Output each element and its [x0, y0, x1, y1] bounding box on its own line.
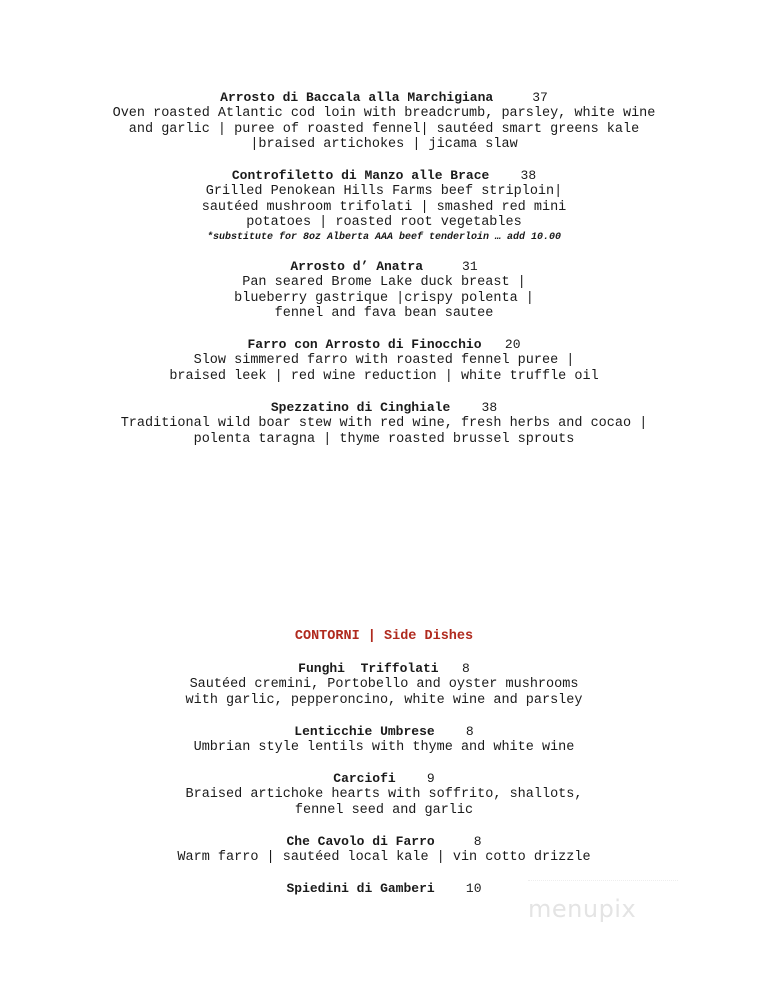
- dish-cinghiale: [0, 400, 768, 447]
- dish-price: 8: [462, 661, 470, 676]
- dish-desc-line: Braised artichoke hearts with soffrito, shallots,: [185, 787, 583, 802]
- dish-anatra: [0, 259, 768, 322]
- dish-desc-line: Warm farro | sautéed local kale | vin cotto drizzle: [177, 850, 591, 865]
- dish-name: Carciofi: [333, 771, 396, 786]
- dish-desc-line: Slow simmered farro with roasted fennel puree |: [193, 353, 575, 368]
- dish-desc-line: fennel and fava bean sautee: [274, 306, 494, 322]
- dish-substitution-note: *substitute for 8oz Alberta AAA beef tenderloin … add 10.00: [206, 232, 562, 244]
- dish-baccala: [0, 90, 768, 153]
- side-funghi: [0, 661, 768, 708]
- dish-desc-line: Umbrian style lentils with thyme and white wine: [193, 740, 575, 755]
- dish-desc-line: potatoes | roasted root vegetables: [246, 215, 522, 231]
- section-heading-contorni: CONTORNI | Side Dishes: [294, 629, 474, 644]
- dish-desc-line: sautéed mushroom trifolati | smashed red mini: [201, 199, 567, 215]
- dish-price: 31: [462, 259, 478, 274]
- dish-name: Controfiletto di Manzo alle Brace: [231, 168, 490, 183]
- dish-price: 38: [481, 400, 498, 415]
- dish-price: 20: [504, 337, 521, 352]
- dish-desc-line: polenta taragna | thyme roasted brussel sprouts: [193, 431, 575, 447]
- dish-name: Che Cavolo di Farro: [286, 834, 435, 849]
- dish-price: 10: [465, 881, 482, 896]
- dish-desc-line: Traditional wild boar stew with red wine, fresh herbs and cocao |: [120, 416, 648, 431]
- dish-price: 8: [465, 724, 474, 739]
- dish-desc-line: and garlic | puree of roasted fennel| sautéed smart greens kale: [128, 121, 640, 137]
- dish-desc-line: |braised artichokes | jicama slaw: [250, 137, 518, 153]
- watermark-logo: menupix: [528, 895, 637, 923]
- dish-name: Arrosto di Baccala alla Marchigiana: [220, 90, 494, 105]
- dish-price: 38: [520, 168, 537, 183]
- dish-desc-line: Sautéed cremini, Portobello and oyster mushrooms: [189, 677, 579, 692]
- dish-name: Spiedini di Gamberi: [286, 881, 435, 896]
- side-carciofi: [0, 771, 768, 818]
- watermark-dots: [528, 880, 678, 887]
- dish-desc-line: Oven roasted Atlantic cod loin with breadcrumb, parsley, white wine: [112, 106, 656, 121]
- dish-price: 8: [473, 834, 482, 849]
- dish-name: Lenticchie Umbrese: [294, 724, 435, 739]
- dish-desc-line: Grilled Penokean Hills Farms beef striploin|: [205, 184, 563, 199]
- dish-farro-finocchio: [0, 337, 768, 384]
- dish-controfiletto: [0, 168, 768, 244]
- dish-name: Funghi Triffolati: [298, 661, 439, 676]
- dish-name: Arrosto d’ Anatra: [290, 259, 423, 274]
- dish-desc-line: Pan seared Brome Lake duck breast |: [242, 275, 526, 290]
- dish-desc-line: blueberry gastrique |crispy polenta |: [234, 290, 534, 306]
- dish-name: Spezzatino di Cinghiale: [270, 400, 451, 415]
- dish-name: Farro con Arrosto di Finocchio: [247, 337, 482, 352]
- side-lenticchie: [0, 724, 768, 756]
- dish-price: 37: [532, 90, 548, 105]
- dish-price: 9: [426, 771, 435, 786]
- side-cavolo-farro: [0, 834, 768, 866]
- dish-desc-line: braised leek | red wine reduction | white truffle oil: [169, 368, 599, 384]
- dish-desc-line: with garlic, pepperoncino, white wine and parsley: [185, 692, 583, 708]
- dish-desc-line: fennel seed and garlic: [294, 802, 474, 818]
